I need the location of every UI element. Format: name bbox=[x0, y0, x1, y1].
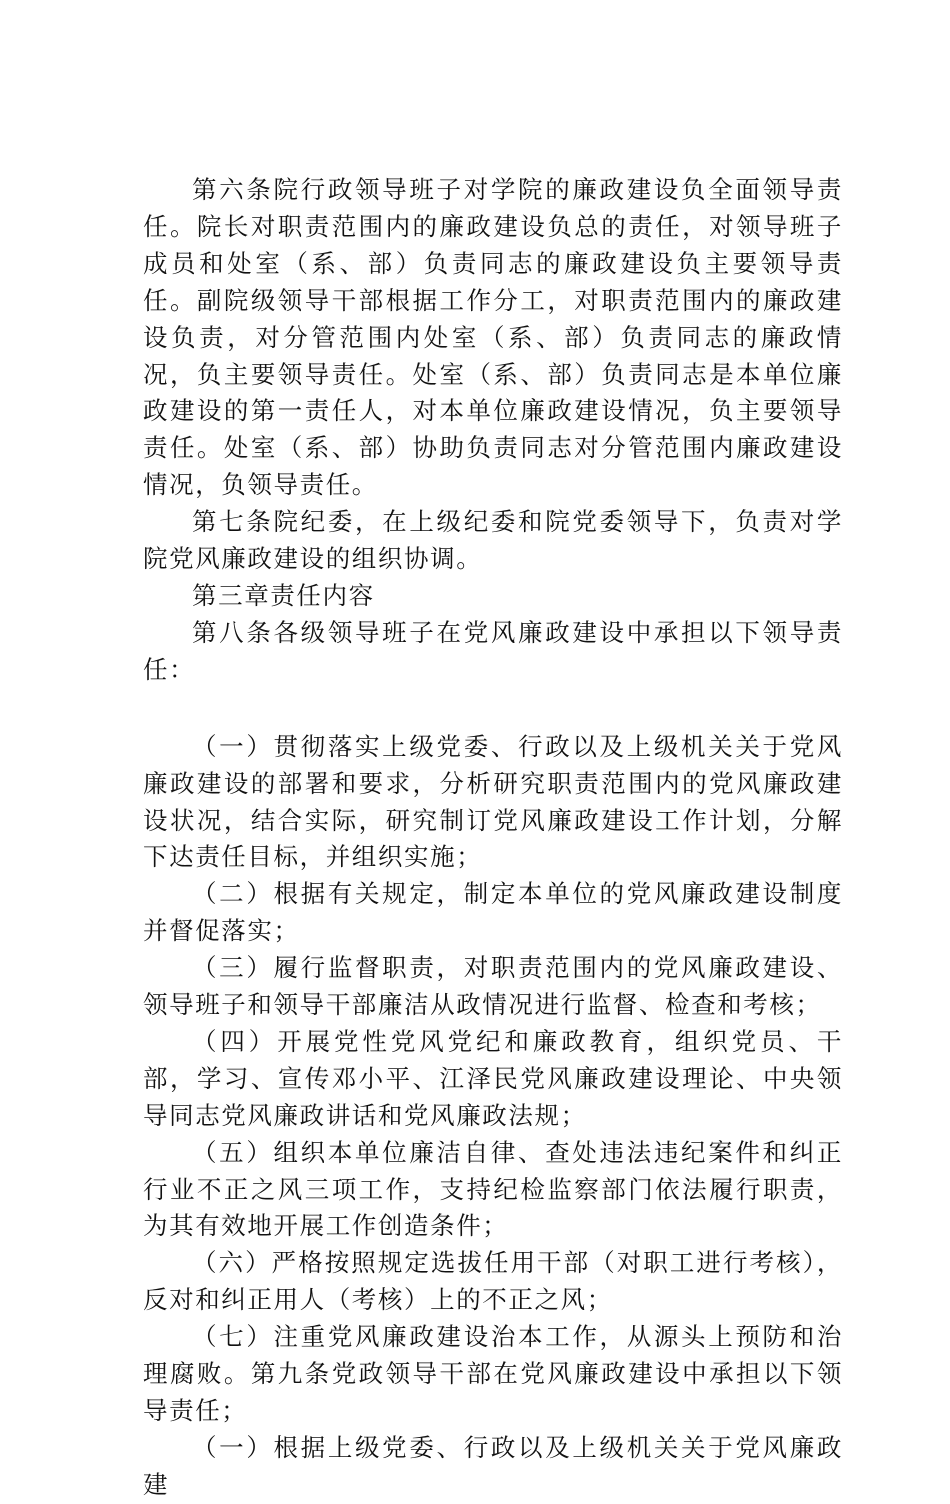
list-item-5: （五）组织本单位廉洁自律、查处违法违纪案件和纠正行业不正之风三项工作，支持纪检监察部门依法履行职责，为其有效地开展工作创造条件； bbox=[143, 1137, 843, 1241]
article-6-paragraph: 第六条院行政领导班子对学院的廉政建设负全面领导责任。院长对职责范围内的廉政建设负总的责任，对领导班子成员和处室（系、部）负责同志的廉政建设负主要领导责任。副院级领导干部根据工作分工，对职责范围内的廉政建设负责，对分管范围内处室（系、部）负责同志的廉政情况，负主要领导责任。处室（系、部）负责同志是本单位廉政建设的第一责任人，对本单位廉政建设情况，负主要领导责任。处室（系、部）协助负责同志对分管范围内廉政建设情况，负领导责任。 bbox=[143, 175, 843, 500]
article-7-paragraph: 第七条院纪委，在上级纪委和院党委领导下，负责对学院党风廉政建设的组织协调。 bbox=[143, 507, 843, 574]
list-item-6: （六）严格按照规定选拔任用干部（对职工进行考核），反对和纠正用人（考核）上的不正之风； bbox=[143, 1248, 843, 1315]
article-8-paragraph: 第八条各级领导班子在党风廉政建设中承担以下领导责任： bbox=[143, 617, 843, 684]
article-9-item-1: （一）根据上级党委、行政以及上级机关关于党风廉政建 bbox=[143, 1432, 843, 1499]
list-item-3: （三）履行监督职责，对职责范围内的党风廉政建设、领导班子和领导干部廉洁从政情况进行监督、检查和考核； bbox=[143, 953, 843, 1020]
list-item-4: （四）开展党性党风党纪和廉政教育，组织党员、干部，学习、宣传邓小平、江泽民党风廉政建设理论、中央领导同志党风廉政讲话和党风廉政法规； bbox=[143, 1026, 843, 1130]
list-item-2: （二）根据有关规定，制定本单位的党风廉政建设制度并督促落实； bbox=[143, 879, 843, 946]
chapter-3-heading: 第三章责任内容 bbox=[192, 580, 375, 610]
document-body bbox=[143, 172, 843, 1504]
list-item-1: （一）贯彻落实上级党委、行政以及上级机关关于党风廉政建设的部署和要求，分析研究职责范围内的党风廉政建设状况，结合实际，研究制订党风廉政建设工作计划，分解下达责任目标，并组织实施； bbox=[143, 731, 843, 872]
list-item-7: （七）注重党风廉政建设治本工作，从源头上预防和治理腐败。第九条党政领导干部在党风廉政建设中承担以下领导责任； bbox=[143, 1322, 843, 1425]
